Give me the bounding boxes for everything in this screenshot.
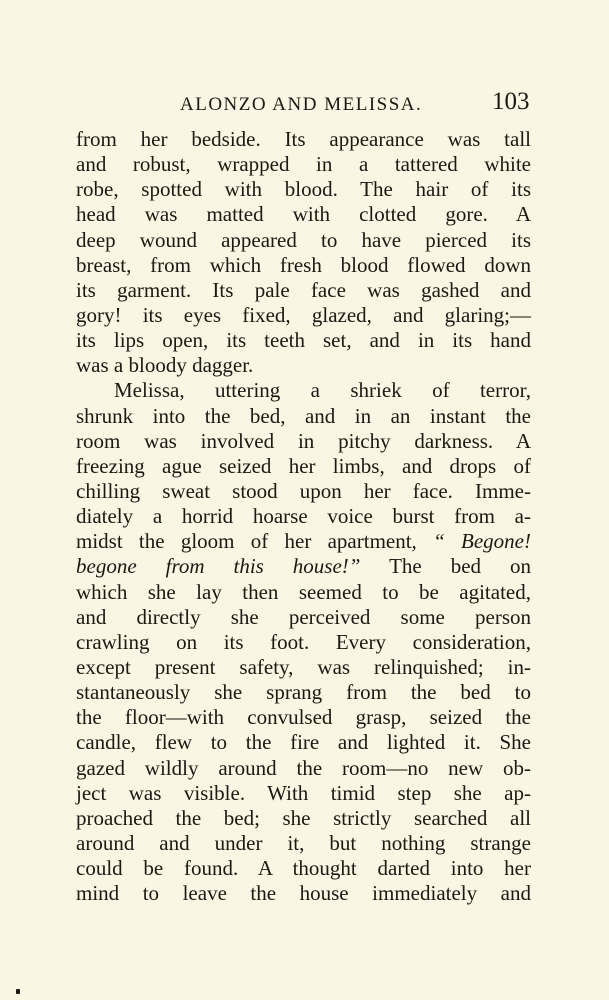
text-segment: midst the gloom of her apartment, [76,529,417,554]
text-segment: The bed on [389,554,531,579]
text-line: gory! its eyes fixed, glazed, and glaring;— [76,302,531,327]
text-line: diately a horrid hoarse voice burst from a- [76,504,531,529]
text-line: crawling on its foot. Every consideration, [76,629,531,654]
text-line: deep wound appeared to have pierced its [76,227,531,252]
quoted-speech: “ Begone! [433,529,531,554]
text-line: freezing ague seized her limbs, and drops of [76,453,531,478]
text-line-with-quote [76,529,531,554]
text-line-with-quote [76,554,531,579]
text-line: ject was visible. With timid step she ap- [76,780,531,805]
page-number: 103 [492,88,530,115]
text-line: around and under it, but nothing strange [76,830,531,855]
text-line: which she lay then seemed to be agitated, [76,579,531,604]
text-line: could be found. A thought darted into her [76,856,531,881]
text-line: its garment. Its pale face was gashed and [76,277,531,302]
text-line: from her bedside. Its appearance was tall [76,127,531,151]
text-line: stantaneously she sprang from the bed to [76,680,531,705]
text-line: the floor—with convulsed grasp, seized the [76,705,531,730]
text-line: mind to leave the house immediately and [76,881,531,906]
text-line: and directly she perceived some person [76,604,531,629]
text-line: chilling sweat stood upon her face. Imme- [76,478,531,503]
text-line: Melissa, uttering a shriek of terror, [114,378,531,403]
text-line: gazed wildly around the room—no new ob- [76,755,531,780]
text-line: shrunk into the bed, and in an instant the [76,403,531,428]
quoted-speech: begone from this house!” [76,554,361,579]
text-line: its lips open, its teeth set, and in its hand [76,328,531,353]
text-line: head was matted with clotted gore. A [76,202,531,227]
text-line: proached the bed; she strictly searched all [76,805,531,830]
text-line: was a bloody dagger. [76,353,254,378]
ink-speck [16,989,20,994]
body-text [76,127,531,906]
text-line: breast, from which fresh blood flowed down [76,252,531,277]
text-line: candle, flew to the fire and lighted it. She [76,730,531,755]
text-line: room was involved in pitchy darkness. A [76,428,531,453]
text-line: and robust, wrapped in a tattered white [76,152,531,177]
text-line: robe, spotted with blood. The hair of its [76,177,531,202]
running-title: ALONZO AND MELISSA. [180,94,423,115]
text-line: except present safety, was relinquished; in- [76,654,531,679]
